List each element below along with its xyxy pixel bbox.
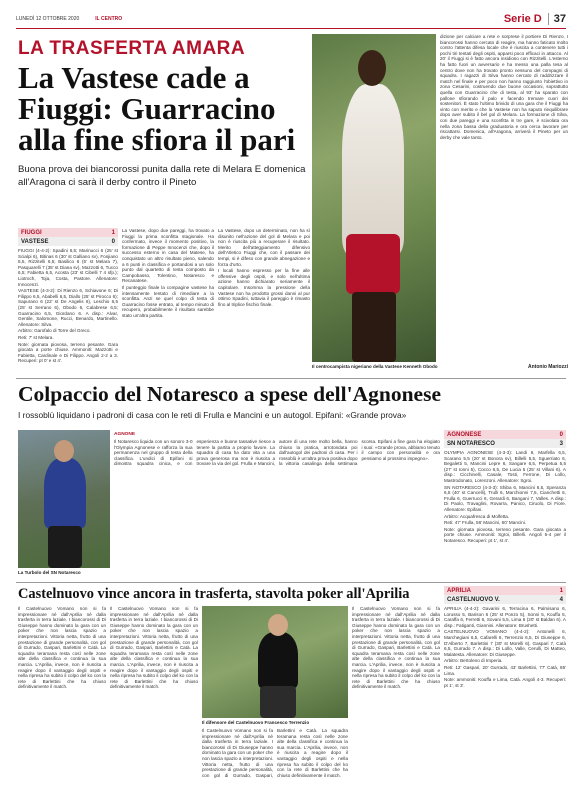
score3-row-away [444, 595, 566, 604]
story1-photo-caption: Il centrocampista nigeriano della Vastese Kenneth Obodo [312, 364, 438, 369]
story3-text-col2 [110, 606, 198, 788]
score3-row-home [444, 586, 566, 595]
away-goals: 4 [559, 596, 563, 603]
player2-figure [44, 458, 86, 528]
story2-photo [18, 430, 110, 568]
player2-legs [48, 526, 82, 568]
story2-body: Il Notaresco liquida con un sonoro 3-0 l'Olympia Agnonese e rafforza la sua permanenza nel gruppo di testa della classifica. L'undici di Epifani si dimostra squadra cinica, e con esperienza e buone tassative riesce a tenere la partita a proprio favore. La squadra di casa ha dato vita a una prova generosa ma non è riuscita a trovare la via del gol. Frulla e Mancini, autore di una rete molto bella, hanno chiuso la pratica, arrotondata poi dall'autogol dei padroni di casa. Per i rossoblù è un'altra prova positiva dopo la vittoria casalinga della settimana scorsa. Epifani a fine gara ha elogiato i suoi: «Grande prova, abbiamo tenuto il campo con personalità e ora pensiamo al prossimo impegno». [114, 439, 440, 467]
page-header [16, 12, 566, 26]
divider-1 [16, 378, 566, 379]
home-goals: 1 [559, 587, 563, 594]
away-goals: 3 [559, 440, 563, 447]
lineup-home: APRILIA (4-4-2): Gavarini 6, Terracina 6, Palmisano 6, Lorusso 5, Barison 6 (25' st Ponzo 5), Sonni 5, Kouffa 5, Caraffa 6, Ferretti 6, Sovani 5,5, Lima 6 (20' st Baldan 6). A disp.: Fatiganti, Giannini. Allenatore: Brushetti. [444, 606, 566, 628]
home-goals: 1 [111, 229, 115, 236]
lineup-home: FIUGGI (4-4-2): Spadini 6,5; Marinucci 6 (25' st Scialpi 6), Bitinas 6 (30' st Galliano sv), Fonjiano 6,5, Rizzitelli 6,5; Basilico 6 (5' st Melara 7), Pasquarelli 7 (35' st Diana sv), Mazzotti 6, Tucco 6,5; Fabietta 6,5, Acosta (23' st Cibelli 7 4 sfp.); Liotroch, Toja, Costa, Pastore. Allenatore: Innocenzi. [18, 248, 118, 287]
lineup-home: OLYMPIA AGNONESE (4-3-3): Landi 6, Marfella 6,5, Scarano 5,5 (20' st Bonora sv), Billelli 5,5, Sguerriato 6, Begaletti 5, Mancini Lepre 6, Sangare 6,5, Perpetua 5,5 (27' st Ionni 5), Cocco 6,5, De Lucia 5 (25' st Villani 6). A disp.: Cicchinelli, Casale, Tosti, Ferrone, Di Lollo, Mastrodonato, Lorenzoni. Allenatore: Sgroi. [444, 450, 566, 483]
home-team: AGNONESE [447, 431, 482, 438]
story1-photo [312, 34, 436, 362]
goals: Reti: 12' Gaspari, 20' Gurrado, 43' Barlettini, 77' Catà, 85' Lima. [444, 664, 566, 676]
score2-row-home [444, 430, 566, 439]
home-team: FIUGGI [21, 229, 42, 236]
story1-scorebox [18, 228, 118, 364]
header-rule [16, 28, 566, 29]
section-name: Serie D [503, 13, 542, 25]
notes: Note: giornata piovosa, terreno pesante. Gara giocata a porte chiuse. Ammoniti: Mazzotti e Fabietta, Cardinale e Di Filippo. Angoli 2-2 a 3. Recuperi: pt 0' e st 4'. [18, 341, 118, 364]
story1-para-3: La Vastese, dopo un determinato, non ha sì disunito nell'azione del gol di Melara e poi non è riuscita più a recuperare il risultato. Merito dell'atteggiamento difensivo dell'Atletico Fiuggi che, con il passare dei tempi, si è difeso con grande abnegazione e forza d'urto. [218, 228, 310, 267]
player3-figure [258, 632, 298, 688]
away-goals: 0 [111, 238, 115, 245]
away-team: CASTELNUOVO V. [447, 596, 500, 603]
issue-date: LUNEDÌ 12 OTTOBRE 2020 [16, 16, 80, 22]
story3-photo-caption: Il difensore del Castelnuovo Francesco Terrenzio [202, 720, 310, 725]
story1-para-2: Il punteggio finale la compagine vastese ha intensamente tentato di rimediare a la sconfitta. Anzi se quel colpo di testa di Guarracino fosse entrato, al tempo minuto di recupero, probabilmente il risultato sarebbe stato un'altra partita. [122, 284, 214, 318]
player-head [358, 50, 386, 86]
story3-lineups [444, 606, 566, 786]
notes: Note: ammoniti: Kouffa e Lima, Catà. Angoli 4-3. Recuperi: pt 1', st 3'. [444, 677, 566, 688]
story1-para-4: I locali hanno espresso per la fine alle offensive degli ospiti, e solo nell'ultima azione hanno dichiarato seriamente il capitolare. Insomma la pressione della Vastese non ha prodotto grossi danni al pur ottimo Spadini, tuttavia il pareggio è rimasto fino al triplice fischio finale. [218, 268, 310, 307]
story3-photo [202, 606, 348, 718]
lineup-away: SN NOTARESCO (4-3-3): Shiba 6, Mancini 6,5, Speranza 6,5 (40' st Cancelli), Trulli 6, Marchionni 7,5, Cianchetti 6, Frulla 6, Guerrucci 6, Gerardi 6, Bangani 7, Valles. A disp.: Di Paolo, Travaglini, Rovarra, Panico, Ciruolo, Di Fiore. Allenatore: Epifani. [444, 484, 566, 512]
home-goals: 0 [559, 431, 563, 438]
story2-text [114, 439, 440, 577]
notes: Note: giornata piovosa, terreno pesante. Gara giocata a porte chiuse. Ammoniti: Sgroi, Billelli. Angoli 5-4 per il Notaresco. Recuperi: pt 1', st 4'. [444, 526, 566, 543]
story2-lineups [444, 450, 566, 584]
home-team: APRILIA [447, 587, 471, 594]
story1-right-text: dizione per calciare a rete e sorprese il portiere Di Rienzo. I biancorossi hanno cercato di reagire, ma hanno faticato molto contro l'attenta difesa locale che è riuscita a contenere tutti i pochi tiri tentati degli ospiti, apparsi poco efficaci in attacco. Al 20' il Fiuggi si è fatto ancora insidioso con Rizzitelli. L'esterno ha fatto fuori un avversario e ha messo una palla tesa al centro dove non ha trovato pronto nessuno del compagni di squadra. I ragazzi di Silva hanno cercato di raddrizzare il match nel finale e per poco non hanno raggiunto l'obiettivo in zona Cesarini, costruendo due buone occasioni, soprattutto quella con Guarracino che di testa, al 93' ha sparato con pallone sfiorando il palo e facendo tremare cuori dei sostenitori. È stato l'ultimo brivido di una gara che il Fiuggi ha vinto con merito e che la Vastese non ha saputo riequilibrare dopo aver subito il bel gol di Melara. La formazione di Silva, con due pareggi e una sconfitta in tre gare, è scivolata ora nella zona bassa della graduatoria e ora cerca lavorare per riscattarsi. Domenica, all'Aragona, arriverà il Pineto per un derby che vale tanto. [440, 34, 568, 140]
divider-2 [16, 582, 566, 583]
story1-body-col1 [122, 228, 214, 372]
story1-kicker: LA TRASFERTA AMARA [18, 38, 246, 59]
story3-body-3: Il Castelnuovo Vomano non si fa impressionare né dall'Aprilia né dalla trasferta in terra laziale. I biancorossi di Di Giuseppe hanno dominato la gara con un poker che non lascia spazio a interpretazioni. Vittoria netta, frutto di una prestazione di grande personalità, con gol di Gurrado, Gaspari, Barlettini e Catà. La squadra teramana resta così nelle zone alte della classifica e continua la sua marcia. L'Aprilia, invece, non è riuscita a reagire dopo il vantaggio degli ospiti e nella ripresa ha subito il colpo del ko con la rete di Barlettini che ha chiuso definitivamente il match. [202, 728, 348, 778]
story3-body-1: Il Castelnuovo Vomano non si fa impressionare né dall'Aprilia né dalla trasferta in terra laziale. I biancorossi di Di Giuseppe hanno dominato la gara con un poker che non lascia spazio a interpretazioni. Vittoria netta, frutto di una prestazione di grande personalità, con gol di Gurrado, Gaspari, Barlettini e Catà. La squadra teramana resta così nelle zone alte della classifica e continua la sua marcia. L'Aprilia, invece, non è riuscita a reagire dopo il vantaggio degli ospiti e nella ripresa ha subito il colpo del ko con la rete di Barlettini che ha chiuso definitivamente il match. [18, 606, 106, 690]
story2-summary: I rossoblù liquidano i padroni di casa con le reti di Frulla e Mancini e un autogol. Epifani: «Grande prova» [18, 410, 407, 420]
story1-author: Antonio Mariozzi [528, 364, 568, 370]
player3-head [268, 614, 288, 636]
player2-head [54, 440, 74, 462]
story1-lineups [18, 248, 118, 364]
score2-row-away [444, 439, 566, 448]
story3-scorebox [444, 586, 566, 786]
score-row-home [18, 228, 118, 237]
story2-headline: Colpaccio del Notaresco a spese dell'Agnonese [18, 382, 441, 406]
referee: Arbitro: Garofalo di Torre del Greco. [18, 328, 91, 334]
player-shorts [346, 234, 400, 294]
away-team: SN NOTARESCO [447, 440, 495, 447]
referee: Arbitro: Acquafresca di Molfetta. [444, 513, 510, 519]
story2-location [114, 432, 135, 437]
story2-scorebox [444, 430, 566, 584]
story1-headline: La Vastese cade a Fiuggi: Guarracino alla fine sfiora il pari [18, 60, 296, 157]
newspaper-name: IL CENTRO [95, 16, 123, 22]
lineup-away: CASTELNUOVO VOMANO (4-4-2): Antonelli 6, Marchegiani 6,5, Cafarelli 6, Terrenzio 6,5, Di Giuseppe 6, D'Alberto 7, Barlettini 7 (30' st Morelli 6), Gaspari 7, Catà 6,5, Gurrado 7. A disp.: Di Lollo, Valle, Cerulli, Di Matteo, Malatesta. Allenatore: Di Giuseppe. [444, 629, 566, 657]
story3-text-col4 [352, 606, 440, 788]
story1-body-col2 [218, 228, 310, 372]
goals: Reti: 7' st Melara. [18, 334, 54, 340]
player3-legs [260, 686, 296, 718]
player-figure [342, 84, 404, 254]
location-label: AGNONE [114, 432, 136, 437]
story3-body-4: Il Castelnuovo Vomano non si fa impressionare né dall'Aprilia né dalla trasferta in terra laziale. I biancorossi di Di Giuseppe hanno dominato la gara con un poker che non lascia spazio a interpretazioni. Vittoria netta, frutto di una prestazione di grande personalità, con gol di Gurrado, Gaspari, Barlettini e Catà. La squadra teramana resta così nelle zone alte della classifica e continua la sua marcia. L'Aprilia, invece, non è riuscita a reagire dopo il vantaggio degli ospiti e nella ripresa ha subito il colpo del ko con la rete di Barlettini che ha chiuso definitivamente il match. [352, 606, 440, 690]
lineup-away: VASTESE (4-3-2): Di Rienzo 6, Schiavone 6; Di Filippo 6,5, Ababelli 6,5, Diallo (25' st Pirocco 6); Sapurano 6 (22' st De Angelis 6), Leschio 6,5 (25' st Serrano 6), Obodo 6, Calabrese 6,5; Guarracino 6,5, Giordano 6. A disp.: Alvar, Gentile, Salomone, Rucci, Benardo, Martinello. Allenatore: Silva. [18, 288, 118, 327]
goals: Reti: 47' Frulla, 56' Mancini, 60' Mancini. [444, 520, 527, 526]
page-number: 37 [548, 13, 566, 25]
player-legs [352, 292, 396, 362]
story3-headline: Castelnuovo vince ancora in trasferta, stavolta poker all'Aprilia [18, 586, 410, 602]
story1-right-column [440, 34, 568, 362]
story3-text-col1 [18, 606, 106, 788]
story1-summary: Buona prova dei biancorossi punita dalla rete di Melara E domenica all'Aragona ci sarà il derby contro il Pineto [18, 164, 306, 188]
story3-text-col3 [202, 728, 348, 788]
score-row-away [18, 237, 118, 246]
story1-para-1: La Vastese, dopo due pareggi, ha trovato a Fiuggi la prima sconfitta stagionale. Ha confermato, invece il momento positivo, la formazione di Peppe Innocenzi che, dopo il successo esterno in casa del Matese, ha conquistato un altro risultato pieno, salendo a 6 punti in classifica e portandosi a un solo punto dal quartetto di testa composto da Campobasso, Tolentino, Notaresco e Recanatese. [122, 228, 214, 284]
story3-body-2: Il Castelnuovo Vomano non si fa impressionare né dall'Aprilia né dalla trasferta in terra laziale. I biancorossi di Di Giuseppe hanno dominato la gara con un poker che non lascia spazio a interpretazioni. Vittoria netta, frutto di una prestazione di grande personalità, con gol di Gurrado, Gaspari, Barlettini e Catà. La squadra teramana resta così nelle zone alte della classifica e continua la sua marcia. L'Aprilia, invece, non è riuscita a reagire dopo il vantaggio degli ospiti e nella ripresa ha subito il colpo del ko con la rete di Barlettini che ha chiuso definitivamente il match. [110, 606, 198, 690]
referee: Arbitro: Bertoleno di Imperia. [444, 658, 503, 664]
story2-photo-caption: La Turbolo del SN Notaresco [18, 570, 81, 575]
away-team: VASTESE [21, 238, 49, 245]
